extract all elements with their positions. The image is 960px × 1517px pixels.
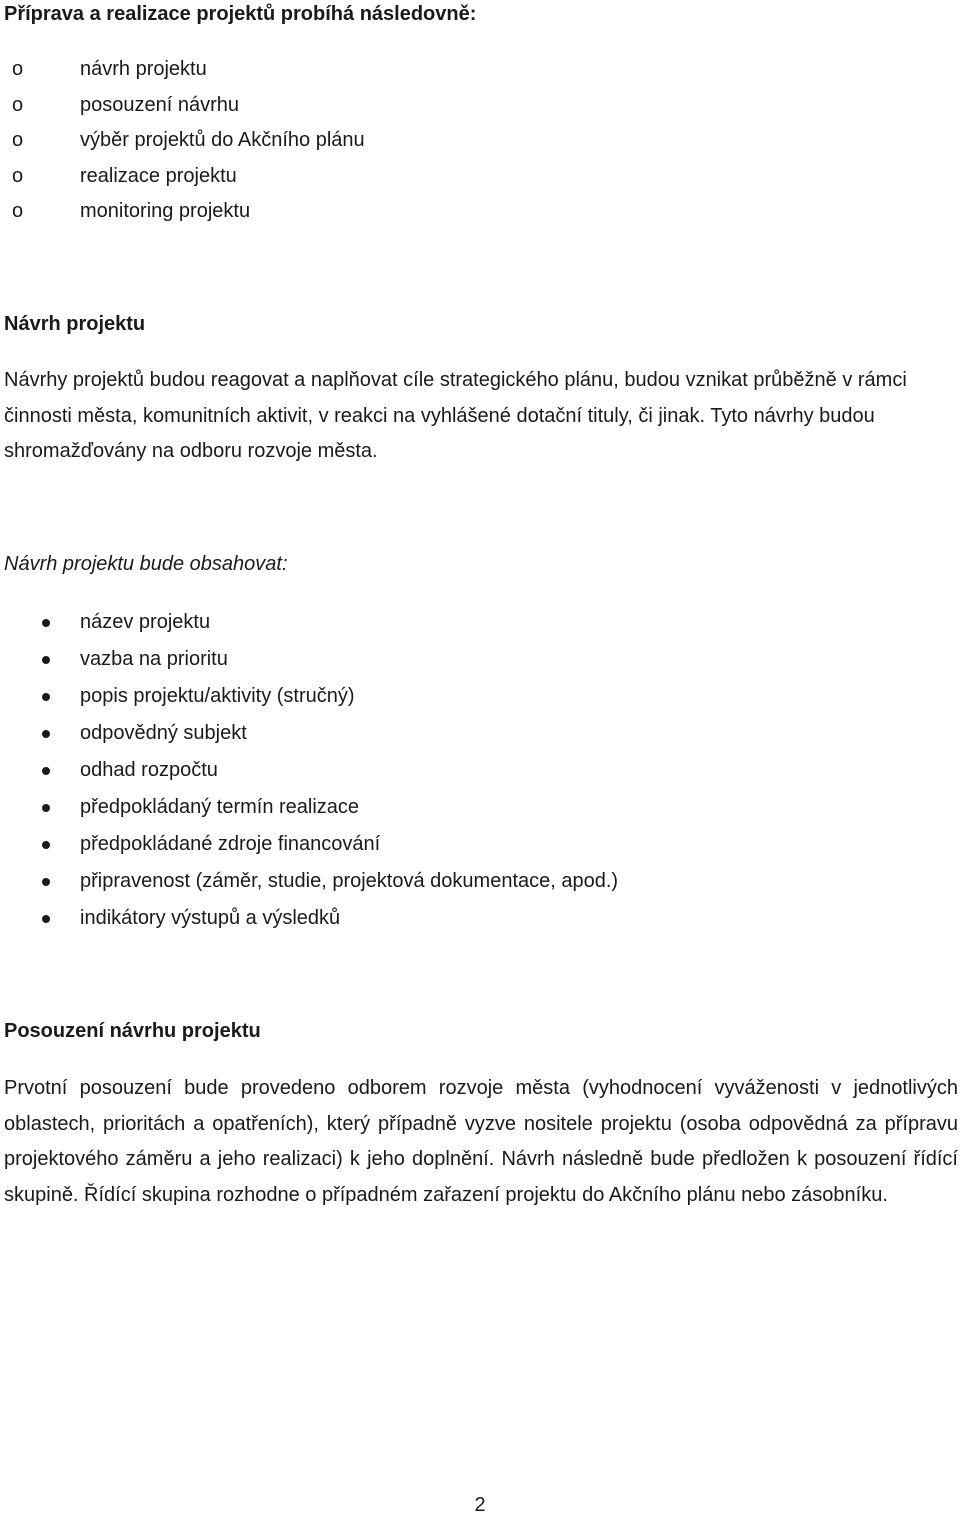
proposal-paragraph: Návrhy projektů budou reagovat a naplňovat cíle strategického plánu, budou vznikat průběžně v rámci činnosti města, komunitních aktivit, v reakci na vyhlášené dotační tituly, či jinak. Tyto návrhy budou shromažďovány na odboru rozvoje města. [4, 369, 907, 462]
bullet-icon [42, 878, 50, 886]
bullet-icon [42, 804, 50, 812]
bullet-icon [42, 693, 50, 701]
list-item: předpokládané zdroje financování [0, 826, 618, 863]
circle-bullet-icon: o [12, 129, 24, 151]
list-item: o návrh projektu [0, 52, 365, 88]
list-item: o výběr projektů do Akčního plánu [0, 123, 365, 159]
list-item: připravenost (záměr, studie, projektová dokumentace, apod.) [0, 863, 618, 900]
proposal-contents-label: Návrh projektu bude obsahovat: [4, 553, 288, 575]
list-item: indikátory výstupů a výsledků [0, 900, 618, 937]
list-item: název projektu [0, 604, 618, 641]
list-item: o realizace projektu [0, 159, 365, 195]
circle-bullet-icon: o [12, 164, 24, 187]
proposal-contents-list [0, 604, 618, 937]
list-item: vazba na prioritu [0, 641, 618, 678]
circle-bullet-icon: o [12, 58, 24, 80]
intro-heading: Příprava a realizace projektů probíhá následovně: [4, 3, 477, 25]
list-item: o monitoring projektu [0, 194, 365, 230]
section-title-assessment: Posouzení návrhu projektu [4, 1020, 261, 1042]
bullet-icon [42, 656, 50, 664]
process-steps-list [0, 52, 365, 230]
section-title-proposal: Návrh projektu [4, 313, 146, 335]
assessment-paragraph: Prvotní posouzení bude provedeno odborem rozvoje města (vyhodnocení vyváženosti v jednotlivých oblastech, prioritách a opatřeních), který případně vyzve nositele projektu (osoba odpovědná za přípravu projektového záměru a jeho realizaci) k jeho doplnění. Návrh následně bude předložen k posouzení řídící skupině. Řídící skupina rozhodne o případném zařazení projektu do Akčního plánu nebo zásobníku. [4, 1077, 958, 1206]
bullet-icon [42, 619, 50, 627]
bullet-icon [42, 730, 50, 738]
list-item: odhad rozpočtu [0, 752, 618, 789]
page-number: 2 [474, 1494, 486, 1516]
list-item: odpovědný subjekt [0, 715, 618, 752]
bullet-icon [42, 841, 50, 849]
list-item: o posouzení návrhu [0, 88, 365, 124]
bullet-icon [42, 767, 50, 775]
circle-bullet-icon: o [12, 93, 24, 116]
list-item: předpokládaný termín realizace [0, 789, 618, 826]
circle-bullet-icon: o [12, 200, 24, 222]
list-item: popis projektu/aktivity (stručný) [0, 678, 618, 715]
bullet-icon [42, 915, 50, 923]
